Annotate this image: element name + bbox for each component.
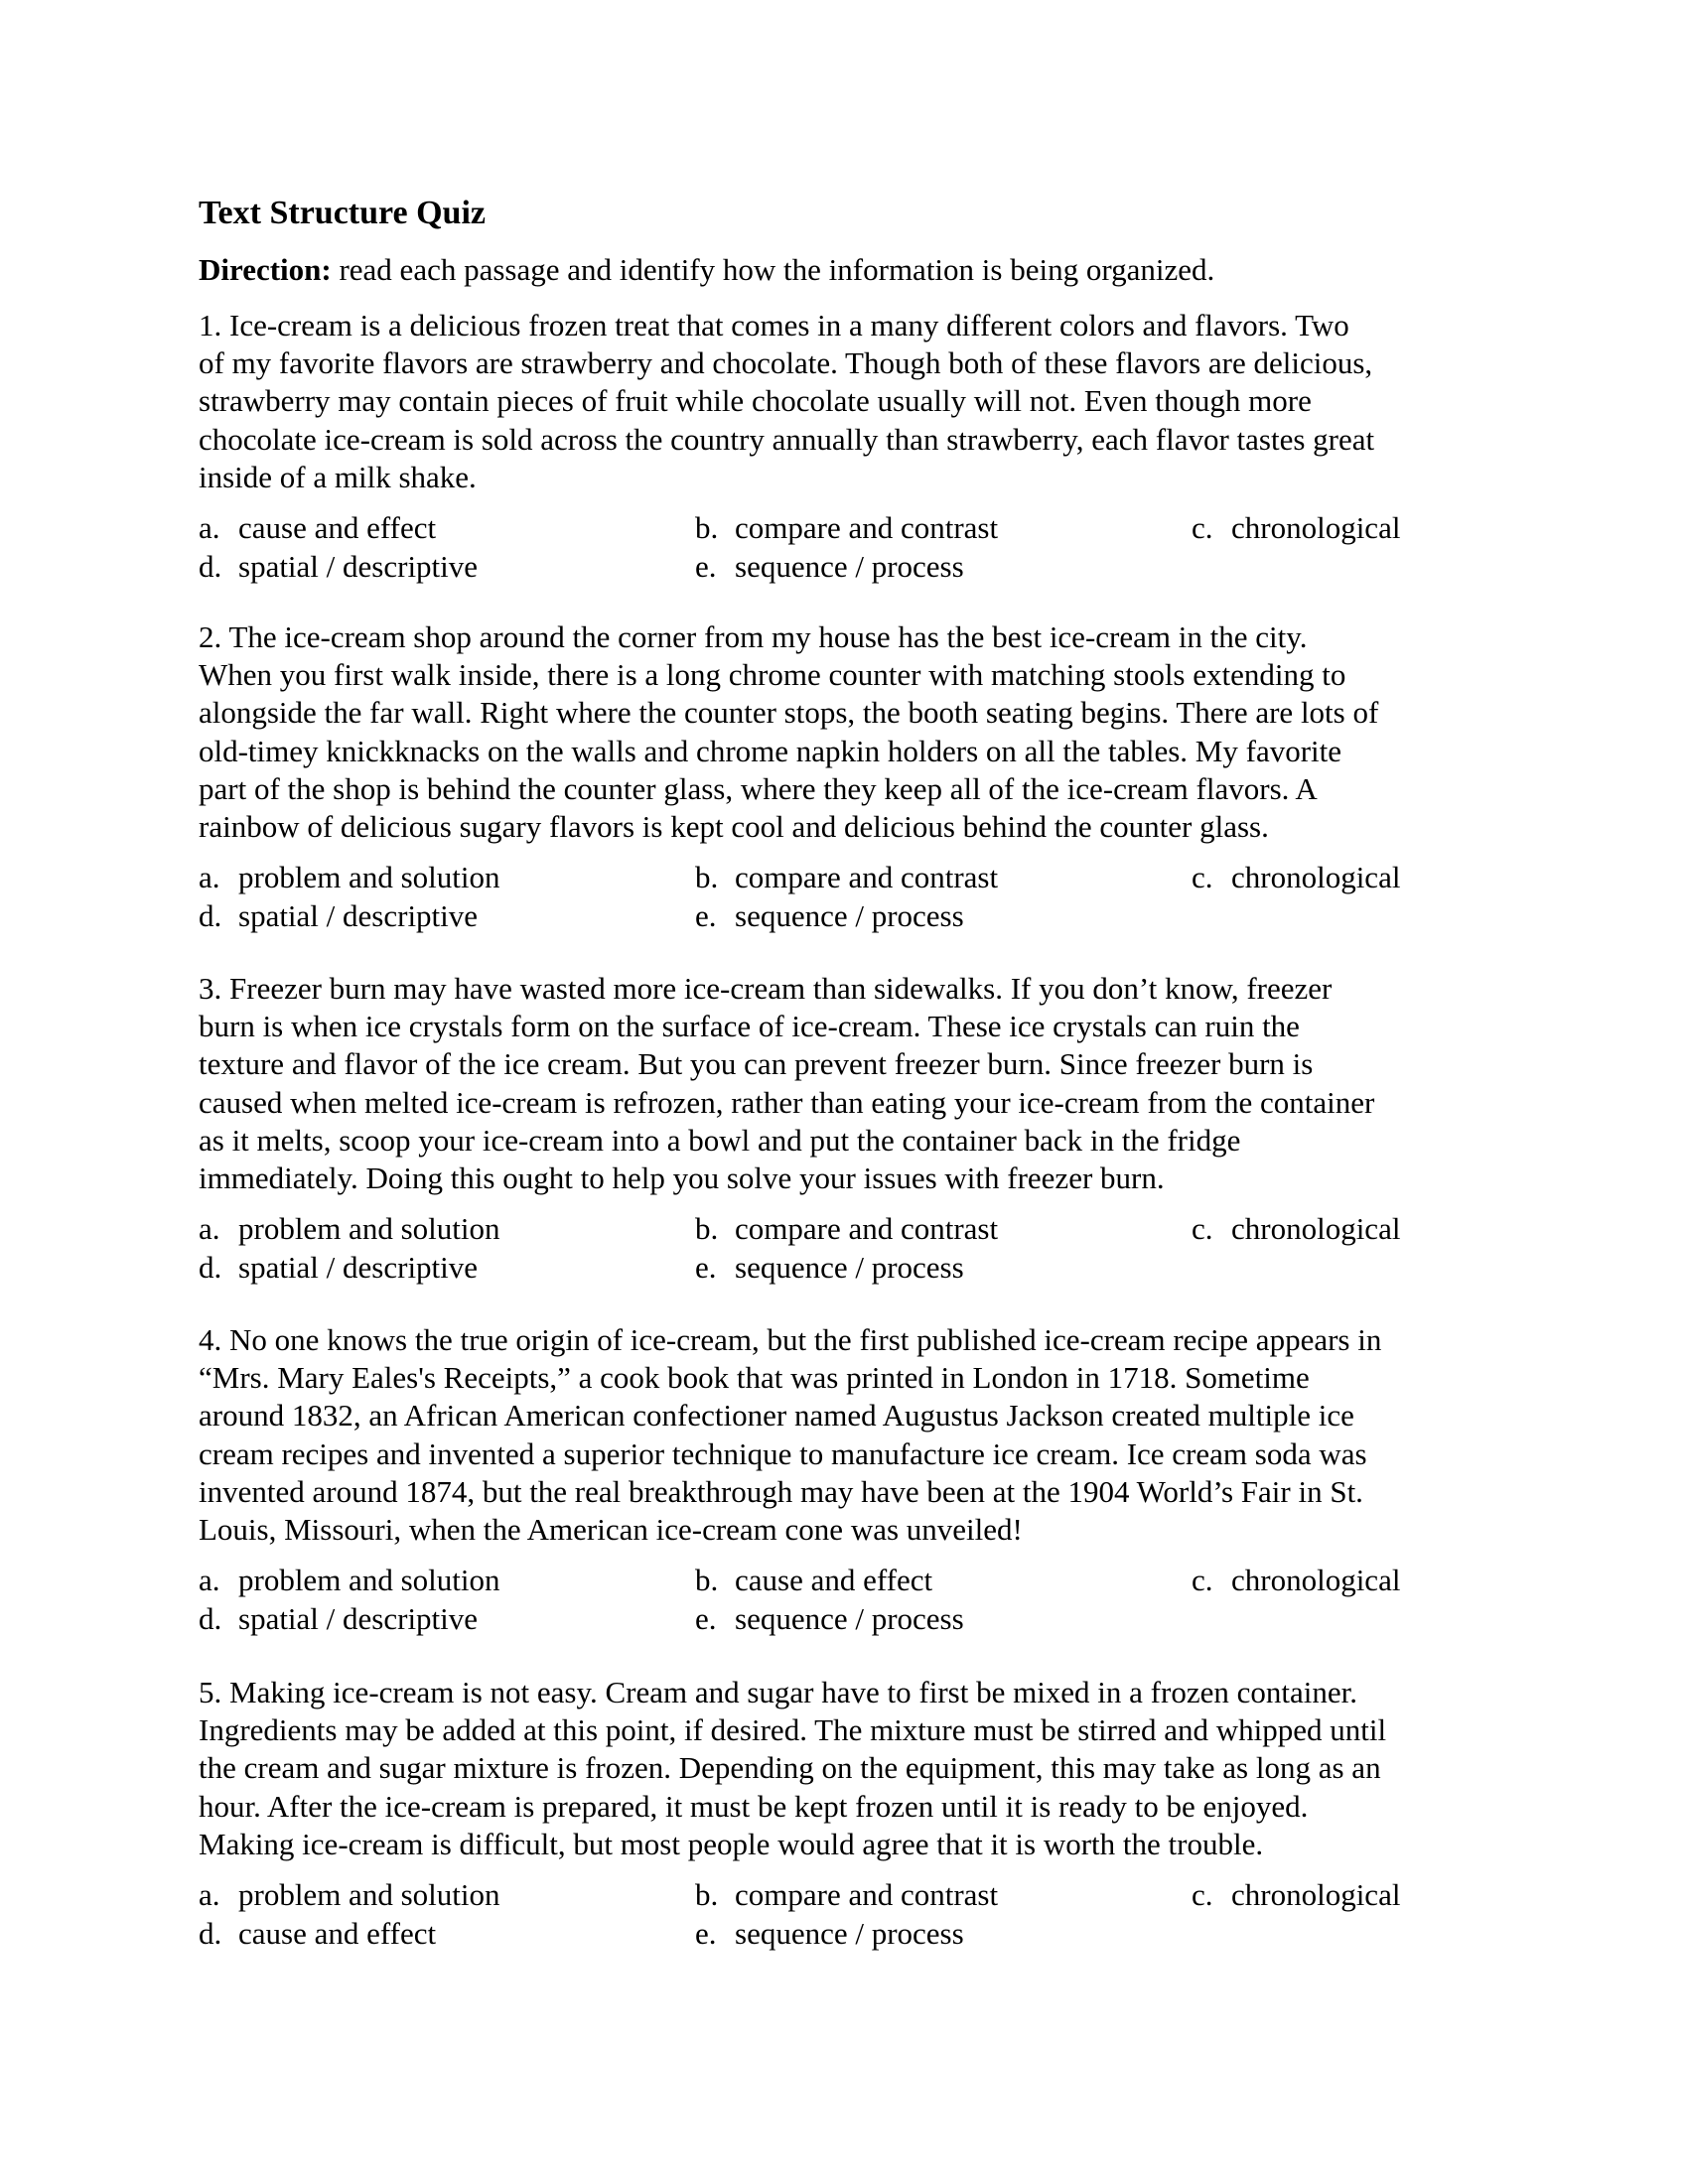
passage-line: cream recipes and invented a superior technique to manufacture ice cream. Ice cream soda was	[199, 1435, 1367, 1471]
answer-option-a[interactable]	[199, 509, 436, 547]
answer-option-d[interactable]	[199, 548, 478, 586]
question-2	[199, 618, 1489, 938]
answer-option-e[interactable]	[695, 1600, 964, 1638]
passage-line: 4. No one knows the true origin of ice-cream, but the first published ice-cream recipe appears in	[199, 1322, 1382, 1357]
passage-line: 2. The ice-cream shop around the corner from my house has the best ice-cream in the city.	[199, 619, 1308, 654]
passage-line: of my favorite flavors are strawberry and chocolate. Though both of these flavors are delicious,	[199, 345, 1373, 381]
question-3	[199, 970, 1489, 1290]
option-text: chronological	[1231, 860, 1401, 895]
option-text: chronological	[1231, 1877, 1401, 1913]
directions-text: read each passage and identify how the information is being organized.	[331, 252, 1215, 287]
passage-text	[199, 970, 1489, 1197]
option-letter: e.	[695, 1250, 717, 1286]
passage-text	[199, 1321, 1489, 1549]
option-letter: a.	[199, 860, 220, 895]
answer-option-d[interactable]	[199, 897, 478, 935]
passage-line: rainbow of delicious sugary flavors is kept cool and delicious behind the counter glass.	[199, 809, 1269, 845]
option-letter: b.	[695, 1877, 719, 1913]
option-text: sequence / process	[735, 549, 964, 585]
option-text: compare and contrast	[735, 860, 999, 895]
answer-option-c[interactable]	[1192, 509, 1400, 547]
option-letter: b.	[695, 510, 719, 546]
answer-option-e[interactable]	[695, 1249, 964, 1287]
answer-choices	[199, 509, 1489, 589]
option-letter: b.	[695, 860, 719, 895]
option-letter: a.	[199, 1563, 220, 1598]
question-4	[199, 1321, 1489, 1641]
option-text: sequence / process	[735, 1250, 964, 1286]
option-text: compare and contrast	[735, 1211, 999, 1247]
answer-option-e[interactable]	[695, 897, 964, 935]
option-letter: e.	[695, 1916, 717, 1952]
answer-option-b[interactable]	[695, 859, 998, 896]
option-text: sequence / process	[735, 1916, 964, 1952]
directions-label: Direction:	[199, 252, 332, 287]
option-text: cause and effect	[238, 510, 437, 546]
option-letter: c.	[1192, 860, 1213, 895]
option-letter: d.	[199, 898, 222, 934]
passage-line: texture and flavor of the ice cream. But you can prevent freezer burn. Since freezer burn is	[199, 1046, 1314, 1082]
option-text: compare and contrast	[735, 1877, 999, 1913]
passage-line: 5. Making ice-cream is not easy. Cream and sugar have to first be mixed in a frozen container.	[199, 1675, 1357, 1709]
option-letter: b.	[695, 1211, 719, 1247]
option-text: compare and contrast	[735, 510, 999, 546]
passage-line: Ingredients may be added at this point, if desired. The mixture must be stirred and whipped until	[199, 1712, 1387, 1748]
passage-line: around 1832, an African American confectioner named Augustus Jackson created multiple ice	[199, 1398, 1354, 1433]
question-1	[199, 307, 1489, 589]
option-text: problem and solution	[238, 1877, 500, 1913]
passage-line: hour. After the ice-cream is prepared, it must be kept frozen until it is ready to be enjoyed.	[199, 1788, 1309, 1824]
option-letter: c.	[1192, 1563, 1213, 1598]
passage-line: invented around 1874, but the real breakthrough may have been at the 1904 World’s Fair in St.	[199, 1473, 1363, 1509]
passage-line: the cream and sugar mixture is frozen. Depending on the equipment, this may take as long as an	[199, 1750, 1381, 1786]
passage-line: chocolate ice-cream is sold across the country annually than strawberry, each flavor tastes great	[199, 421, 1375, 457]
directions	[199, 251, 1214, 289]
option-text: sequence / process	[735, 1601, 964, 1637]
answer-choices	[199, 1876, 1489, 1956]
option-text: cause and effect	[238, 1916, 437, 1952]
answer-option-a[interactable]	[199, 859, 499, 896]
passage-text	[199, 307, 1489, 496]
passage-line: 1. Ice-cream is a delicious frozen treat that comes in a many different colors and flavors. Two	[199, 308, 1349, 342]
option-letter: e.	[695, 549, 717, 585]
passage-text	[199, 1674, 1489, 1863]
passage-line: caused when melted ice-cream is refrozen, rather than eating your ice-cream from the container	[199, 1084, 1375, 1120]
answer-option-a[interactable]	[199, 1562, 499, 1599]
option-letter: e.	[695, 898, 717, 934]
option-text: sequence / process	[735, 898, 964, 934]
passage-line: old-timey knickknacks on the walls and chrome napkin holders on all the tables. My favorite	[199, 733, 1342, 768]
option-letter: a.	[199, 510, 220, 546]
answer-option-d[interactable]	[199, 1600, 478, 1638]
option-letter: a.	[199, 1211, 220, 1247]
answer-option-d[interactable]	[199, 1915, 436, 1953]
option-letter: d.	[199, 1250, 222, 1286]
option-text: chronological	[1231, 1563, 1401, 1598]
passage-line: alongside the far wall. Right where the counter stops, the booth seating begins. There are lots of	[199, 695, 1379, 731]
answer-option-a[interactable]	[199, 1210, 499, 1248]
passage-text	[199, 618, 1489, 846]
passage-line: 3. Freezer burn may have wasted more ice-cream than sidewalks. If you don’t know, freezer	[199, 971, 1333, 1006]
answer-option-c[interactable]	[1192, 1562, 1400, 1599]
answer-option-e[interactable]	[695, 548, 964, 586]
option-letter: b.	[695, 1563, 719, 1598]
answer-choices	[199, 1562, 1489, 1641]
passage-line: strawberry may contain pieces of fruit while chocolate usually will not. Even though more	[199, 383, 1312, 419]
option-text: chronological	[1231, 510, 1401, 546]
answer-choices	[199, 859, 1489, 938]
option-letter: d.	[199, 1601, 222, 1637]
option-letter: d.	[199, 1916, 222, 1952]
answer-option-a[interactable]	[199, 1876, 499, 1914]
option-letter: e.	[695, 1601, 717, 1637]
question-5	[199, 1674, 1489, 1956]
option-letter: c.	[1192, 510, 1213, 546]
option-letter: c.	[1192, 1211, 1213, 1247]
option-text: problem and solution	[238, 1211, 500, 1247]
answer-option-b[interactable]	[695, 509, 998, 547]
answer-option-e[interactable]	[695, 1915, 964, 1953]
option-text: problem and solution	[238, 860, 500, 895]
passage-line: “Mrs. Mary Eales's Receipts,” a cook book that was printed in London in 1718. Sometime	[199, 1360, 1310, 1396]
passage-line: part of the shop is behind the counter glass, where they keep all of the ice-cream flavors. A	[199, 770, 1318, 806]
answer-choices	[199, 1210, 1489, 1290]
option-text: spatial / descriptive	[238, 1601, 479, 1637]
answer-option-d[interactable]	[199, 1249, 478, 1287]
passage-line: burn is when ice crystals form on the surface of ice-cream. These ice crystals can ruin the	[199, 1009, 1300, 1044]
answer-option-b[interactable]	[695, 1876, 998, 1914]
option-text: spatial / descriptive	[238, 549, 479, 585]
answer-option-c[interactable]	[1192, 1876, 1400, 1914]
passage-line: immediately. Doing this ought to help you solve your issues with freezer burn.	[199, 1160, 1165, 1196]
option-letter: d.	[199, 549, 222, 585]
option-letter: a.	[199, 1877, 220, 1913]
passage-line: When you first walk inside, there is a long chrome counter with matching stools extending to	[199, 657, 1346, 693]
passage-line: as it melts, scoop your ice-cream into a bowl and put the container back in the fridge	[199, 1122, 1241, 1158]
passage-line: Making ice-cream is difficult, but most people would agree that it is worth the trouble.	[199, 1826, 1264, 1861]
page-title: Text Structure Quiz	[199, 195, 486, 231]
passage-line: Louis, Missouri, when the American ice-cream cone was unveiled!	[199, 1512, 1023, 1548]
answer-option-b[interactable]	[695, 1210, 998, 1248]
answer-option-b[interactable]	[695, 1562, 932, 1599]
option-text: problem and solution	[238, 1563, 500, 1598]
option-letter: c.	[1192, 1877, 1213, 1913]
option-text: cause and effect	[735, 1563, 933, 1598]
passage-line: inside of a milk shake.	[199, 459, 477, 494]
option-text: spatial / descriptive	[238, 898, 479, 934]
answer-option-c[interactable]	[1192, 1210, 1400, 1248]
option-text: chronological	[1231, 1211, 1401, 1247]
option-text: spatial / descriptive	[238, 1250, 479, 1286]
answer-option-c[interactable]	[1192, 859, 1400, 896]
